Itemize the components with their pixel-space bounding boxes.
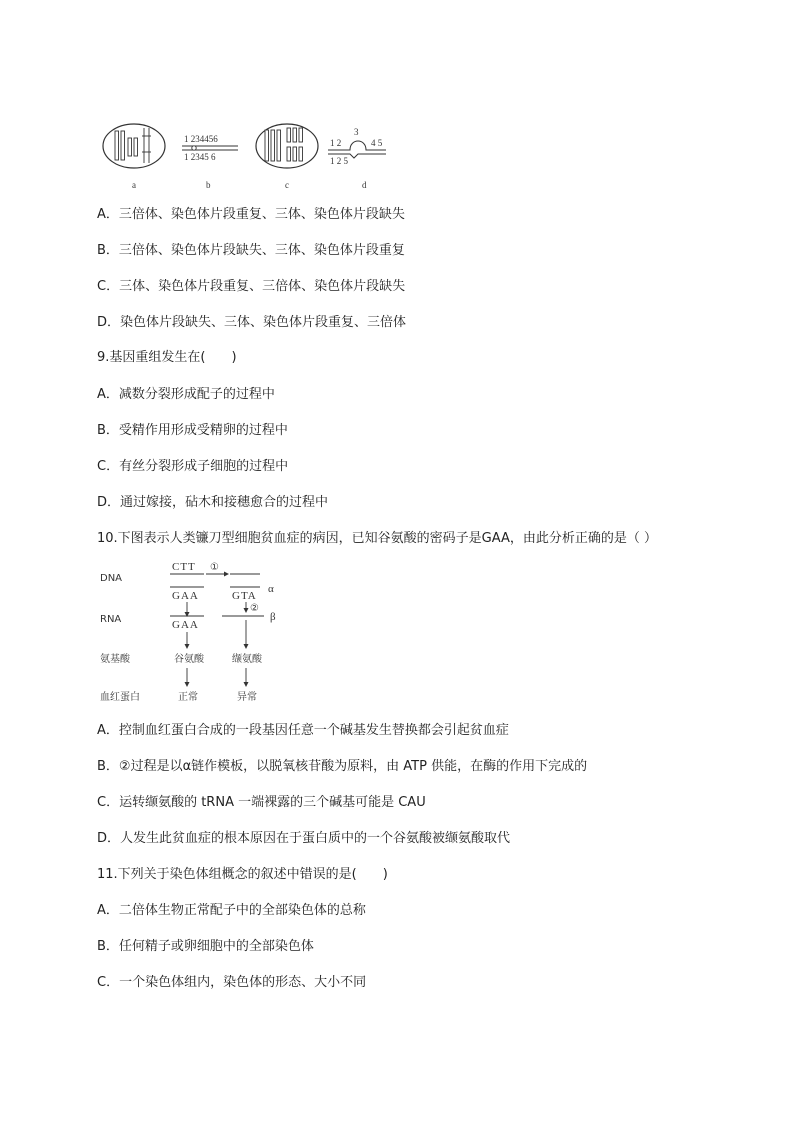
hb-right-label: 异常: [237, 692, 257, 703]
caption-b: b: [206, 180, 211, 190]
caption-d: d: [362, 180, 367, 190]
q9-stem: 9.基因重组发生在( ): [97, 350, 237, 365]
q9-option-c[interactable]: C．有丝分裂形成子细胞的过程中: [97, 459, 289, 474]
q10-option-a[interactable]: A．控制血红蛋白合成的一段基因任意一个碱基发生替换都会引起贫血症: [97, 723, 509, 738]
q9-option-d[interactable]: D．通过嫁接，砧木和接穗愈合的过程中: [97, 495, 329, 510]
q11-option-a[interactable]: A．二倍体生物正常配子中的全部染色体的总称: [97, 903, 366, 918]
q8-option-d[interactable]: D．染色体片段缺失、三体、染色体片段重复、三倍体: [97, 315, 407, 330]
cell-c-chromosomes: [265, 128, 303, 161]
process-1-label: ①: [210, 562, 219, 573]
q9-option-a[interactable]: A．减数分裂形成配子的过程中: [97, 387, 275, 402]
dna-bottom-left-seq: GAA: [172, 590, 199, 602]
q11-stem: 11.下列关于染色体组概念的叙述中错误的是( ): [97, 867, 388, 882]
process-2-label: ②: [250, 603, 259, 614]
chromosome-figure: [98, 118, 398, 194]
beta-label: β: [270, 611, 277, 623]
caption-a: a: [132, 180, 136, 190]
row-aa-label: 氨基酸: [100, 654, 130, 665]
caption-c: c: [285, 180, 289, 190]
hb-left-label: 正常: [178, 692, 198, 703]
q11-option-b[interactable]: B．任何精子或卵细胞中的全部染色体: [97, 939, 314, 954]
q10-option-d[interactable]: D．人发生此贫血症的根本原因在于蛋白质中的一个谷氨酸被缬氨酸取代: [97, 831, 511, 846]
q9-option-b[interactable]: B．受精作用形成受精卵的过程中: [97, 423, 288, 438]
b-bottom-numbers: 1 2345 6: [184, 152, 216, 162]
q10-stem: 10.下图表示人类镰刀型细胞贫血症的病因，已知谷氨酸的密码子是GAA，由此分析正确的是（ ）: [97, 531, 658, 546]
q10-option-b[interactable]: B．②过程是以α链作模板，以脱氧核苷酸为原料，由 ATP 供能，在酶的作用下完成的: [97, 759, 588, 774]
q8-option-c[interactable]: C．三体、染色体片段重复、三倍体、染色体片段缺失: [97, 279, 406, 294]
d-top-right-numbers: 4 5: [371, 138, 383, 148]
cell-a-chromosomes: [115, 128, 151, 163]
segment-d: [328, 127, 386, 166]
row-rna-label: RNA: [100, 614, 122, 625]
dna-top-left-seq: CTT: [172, 561, 196, 573]
anemia-figure: [98, 558, 298, 708]
q11-option-c[interactable]: C．一个染色体组内，染色体的形态、大小不同: [97, 975, 367, 990]
b-top-numbers: 1 234456: [184, 134, 218, 144]
d-top-left-numbers: 1 2: [330, 138, 342, 148]
alpha-label: α: [268, 583, 275, 595]
dna-bottom-right-seq: GTA: [232, 590, 257, 602]
d-bottom-numbers: 1 2 5: [330, 156, 348, 166]
rna-left-seq: GAA: [172, 619, 199, 631]
aa-right-label: 缬氨酸: [232, 654, 262, 665]
q8-option-a[interactable]: A．三倍体、染色体片段重复、三体、染色体片段缺失: [97, 207, 405, 222]
aa-left-label: 谷氨酸: [174, 654, 204, 665]
q8-option-b[interactable]: B．三倍体、染色体片段缺失、三体、染色体片段重复: [97, 243, 405, 258]
segment-b: [182, 134, 238, 162]
q10-option-c[interactable]: C．运转缬氨酸的 tRNA 一端裸露的三个碱基可能是 CAU: [97, 795, 426, 810]
row-hb-label: 血红蛋白: [100, 692, 140, 703]
d-arch-number: 3: [354, 127, 359, 137]
row-dna-label: DNA: [100, 573, 123, 584]
